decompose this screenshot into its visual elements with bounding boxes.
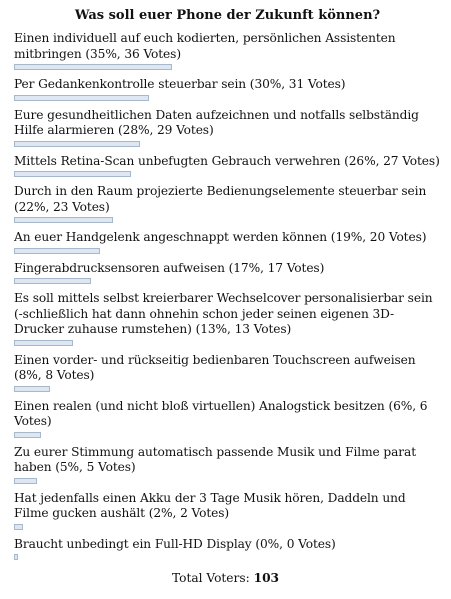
poll-option-label: Einen vorder- und rückseitig bedienbaren Touchscreen aufweisen (8%, 8 Votes) — [14, 352, 416, 382]
poll-option-bar-track — [14, 171, 441, 178]
total-voters-count: 103 — [253, 571, 280, 585]
poll-option-label: Braucht unbedingt ein Full-HD Display (0%, 0 Votes) — [14, 536, 336, 551]
poll-option-bar-track — [14, 554, 441, 561]
poll-option-bar — [14, 524, 23, 530]
poll-option — [14, 31, 441, 77]
poll-option-label: Einen realen (und nicht bloß virtuellen) Analogstick besitzen (6%, 6 Votes) — [14, 398, 428, 428]
poll-option-bar-track — [14, 386, 441, 393]
poll-option-label: Per Gedankenkontrolle steuerbar sein (30%, 31 Votes) — [14, 77, 346, 91]
poll-option-bar — [14, 171, 131, 177]
poll-option-bar — [14, 141, 140, 147]
poll-option-label: Mittels Retina-Scan unbefugten Gebrauch verwehren (26%, 27 Votes) — [14, 153, 440, 168]
poll-option — [14, 77, 441, 108]
poll-option-bar-track — [14, 248, 441, 255]
poll-option-bar-track — [14, 141, 441, 148]
poll-option — [14, 399, 441, 445]
poll-option-bar — [14, 248, 100, 254]
total-voters — [0, 571, 451, 586]
poll-option-label: Fingerabdrucksensoren aufweisen (17%, 17 Votes) — [14, 260, 325, 275]
poll-option-label: Eure gesundheitlichen Daten aufzeichnen und notfalls selbständig Hilfe alarmieren (28%, 29 Votes) — [14, 107, 419, 137]
poll-option — [14, 491, 441, 537]
poll-option-bar — [14, 432, 41, 438]
poll-option-label: Durch in den Raum projezierte Bedienungselemente steuerbar sein (22%, 23 Votes) — [14, 184, 427, 214]
poll-option-bar-track — [14, 217, 441, 224]
poll-option-bar — [14, 217, 113, 223]
poll-option-bar — [14, 340, 73, 346]
poll-option-bar-track — [14, 95, 441, 102]
poll-option-bar — [14, 64, 172, 70]
poll-option-bar — [14, 278, 91, 284]
poll-option-bar — [14, 478, 37, 484]
poll-option — [14, 291, 441, 353]
poll-option — [14, 230, 441, 261]
poll-option-label: Es soll mittels selbst kreierbarer Wechselcover personalisierbar sein (-schließlich hat dann ohnehin schon jeder seinen eigenen 3D-Drucker zuhause rumstehen) (13%, 13 Votes) — [14, 291, 433, 336]
total-voters-label: Total Voters: — [171, 571, 250, 585]
poll-option-bar — [14, 554, 18, 560]
poll-option — [14, 154, 441, 185]
poll-option — [14, 261, 441, 292]
poll-option-bar — [14, 386, 50, 392]
poll-option — [14, 445, 441, 491]
poll-option-bar-track — [14, 478, 441, 485]
poll-option-label: Zu eurer Stimmung automatisch passende Musik und Filme parat haben (5%, 5 Votes) — [14, 444, 416, 474]
poll-option-bar-track — [14, 64, 441, 71]
poll-title: Was soll euer Phone der Zukunft können? — [74, 8, 381, 23]
poll-options — [14, 31, 441, 567]
poll-option — [14, 108, 441, 154]
poll-option-bar-track — [14, 432, 441, 439]
poll-option — [14, 537, 441, 568]
poll-option-bar-track — [14, 278, 441, 285]
poll-option-label: Einen individuell auf euch kodierten, persönlichen Assistenten mitbringen (35%, 36 Votes) — [14, 31, 396, 61]
poll-option-bar — [14, 95, 149, 101]
poll-option — [14, 353, 441, 399]
poll-option-label: An euer Handgelenk angeschnappt werden können (19%, 20 Votes) — [14, 230, 427, 244]
poll-option-bar-track — [14, 524, 441, 531]
poll-option-label: Hat jedenfalls einen Akku der 3 Tage Musik hören, Daddeln und Filme gucken aushält (2%, 2 Votes) — [14, 490, 406, 520]
poll-option — [14, 184, 441, 230]
poll-option-bar-track — [14, 340, 441, 347]
